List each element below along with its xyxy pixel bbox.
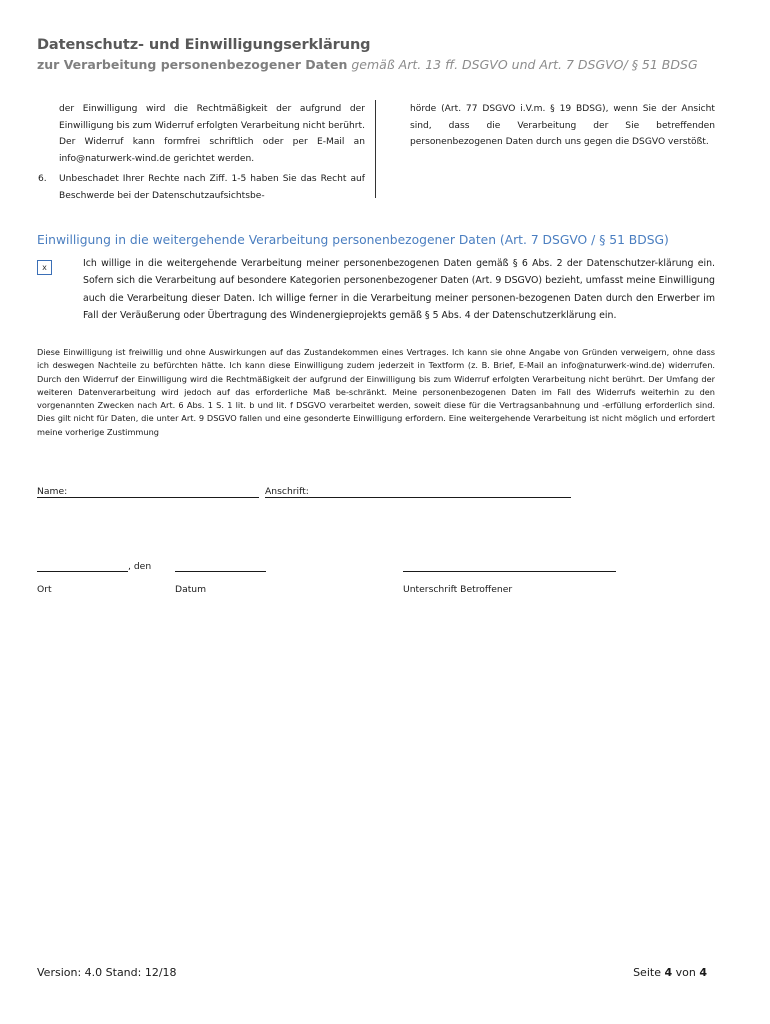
right-column: hörde (Art. 77 DSGVO i.V.m. § 19 BDSG), wenn Sie der Ansicht sind, dass die Verarbeitung der Sie betreffenden personenbezogenen Daten durch uns gegen die DSGVO verstößt. (410, 104, 715, 147)
list-item-6 (38, 171, 365, 204)
footer-version: Version: 4.0 Stand: 12/18 (37, 966, 177, 979)
subtitle-italic-part: gemäß Art. 13 ff. DSGVO und Art. 7 DSGVO/ § 51 BDSG (351, 57, 698, 72)
place-field[interactable] (37, 571, 128, 572)
consent-heading: Einwilligung in die weitergehende Verarbeitung personenbezogener Daten (Art. 7 DSGVO / § 51 BDSG) (37, 233, 669, 247)
signature-field[interactable] (403, 571, 616, 572)
address-field[interactable] (265, 497, 571, 498)
consent-checkbox[interactable]: x (37, 260, 52, 275)
left-column-continuation: der Einwilligung wird die Rechtmäßigkeit der aufgrund der Einwilligung bis zum Widerruf erfolgten Verarbeitung nicht berührt. Der Widerruf kann formfrei schriftlich oder per E-Mail an info@naturwerk-wind.de gerichtet werden. (59, 104, 365, 164)
name-field[interactable] (37, 497, 259, 498)
consent-text: Ich willige in die weitergehende Verarbeitung meiner personenbezogenen Daten gemäß § 6 Abs. 2 der Datenschutzer-klärung ein. Sofern sich die Verarbeitung auf besondere Kategorien personenbezogener Daten (Art. 9 DSGVO) bezieht, umfasst meine Einwilligung auch die Verarbeitung dieser Daten. Ich willige ferner in die Verarbeitung meiner personen-bezogenen Daten durch den Erwerber im Fall der Veräußerung oder Übertragung des Windenergieprojekts gemäß § 5 Abs. 4 der Datenschutzerklärung ein. (83, 258, 715, 322)
footer-page-number (633, 966, 707, 979)
page-prefix: Seite (633, 966, 661, 979)
list-item-6-text: Unbeschadet Ihrer Rechte nach Ziff. 1-5 haben Sie das Recht auf Beschwerde bei der Datenschutzaufsichtsbe- (59, 174, 365, 201)
address-label: Anschrift: (265, 486, 309, 497)
left-column (38, 101, 365, 204)
page-current: 4 (664, 966, 673, 979)
signature-label: Unterschrift Betroffener (403, 584, 513, 595)
page-total: 4 (699, 966, 707, 979)
name-label: Name: (37, 486, 68, 497)
column-divider (375, 100, 376, 198)
list-item-6-number: 6. (38, 174, 47, 184)
voluntary-notice: Diese Einwilligung ist freiwillig und ohne Auswirkungen auf das Zustandekommen eines Vertrages. Ich kann sie ohne Angabe von Gründen verweigern, ohne dass ich deswegen Nachteile zu befürchten hätte. Ich kann diese Einwilligung zudem jederzeit in Textform (z. B. Brief, E-Mail an info@naturwerk-wind.de) widerrufen. Durch den Widerruf der Einwilligung wird die Rechtmäßigkeit der aufgrund der Einwilligung bis zum Widerruf erfolgten Verarbeitung nicht berührt. Der Umfang der weiteren Datenverarbeitung wird jedoch auf das erforderliche Maß be-schränkt. Meine personenbezogenen Daten im Fall des Widerrufs weiterhin zu den vorgenannten Zwecken nach Art. 6 Abs. 1 S. 1 lit. b und lit. f DSGVO verarbeitet werden, soweit diese für die Vertragsanbahnung und -erfüllung erforderlich sind. Dies gilt nicht für Daten, die unter Art. 9 DSGVO fallen und eine gesonderte Einwilligung erfordern. Eine weitergehende Verarbeitung ist nicht möglich und erfordert meine vorherige Zustimmung (37, 347, 715, 437)
den-label: , den (128, 561, 152, 572)
document-title: Datenschutz- und Einwilligungserklärung (37, 37, 371, 53)
date-label: Datum (175, 584, 207, 595)
subtitle-bold-part: zur Verarbeitung personenbezogener Daten (37, 57, 348, 72)
date-field[interactable] (175, 571, 266, 572)
document-subtitle (37, 57, 698, 72)
place-label: Ort (37, 584, 52, 595)
page-separator: von (675, 966, 696, 979)
